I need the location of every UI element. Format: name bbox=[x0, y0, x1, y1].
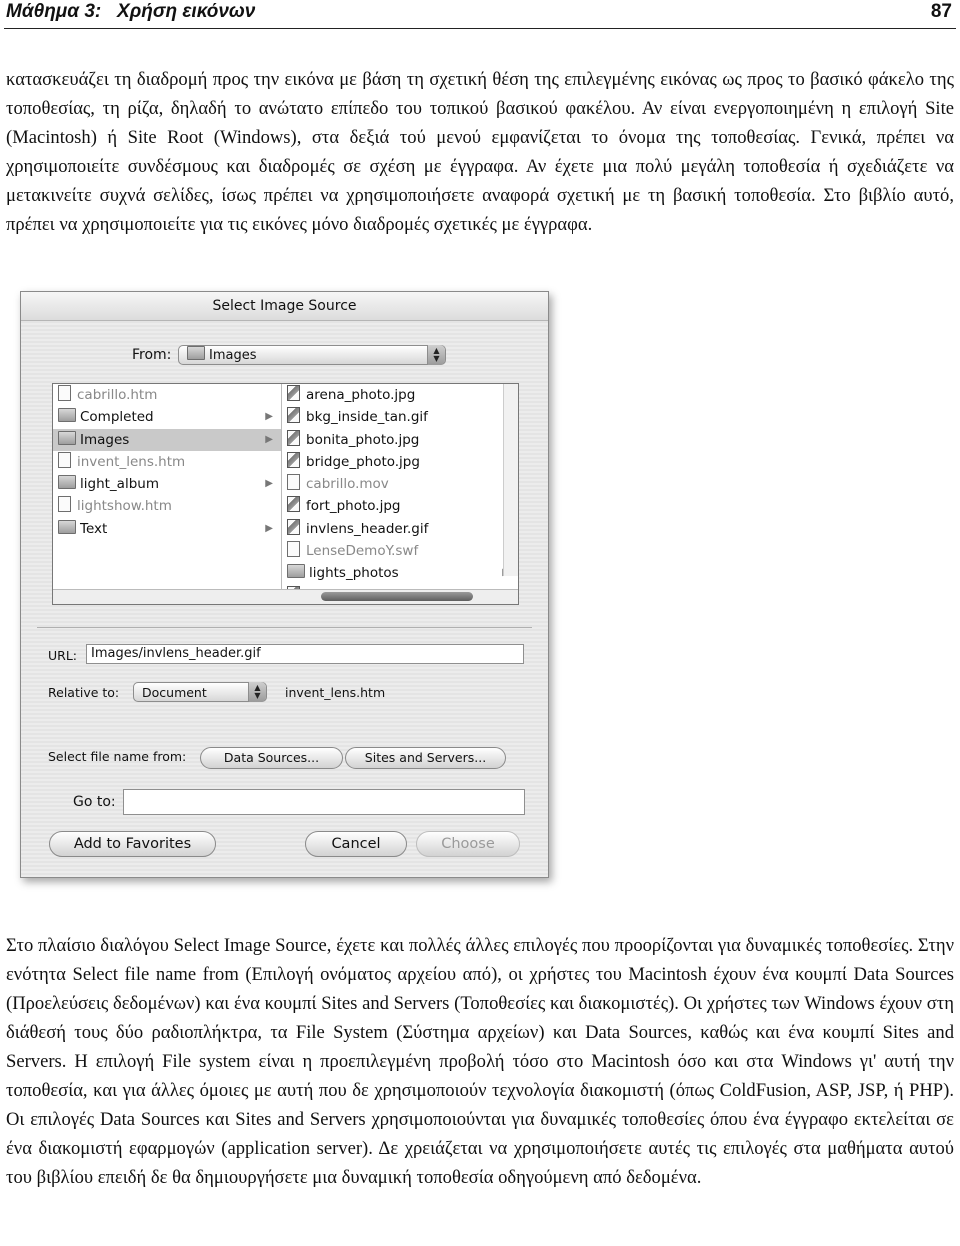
disclosure-arrow-icon: ▶ bbox=[265, 478, 273, 490]
item-label: Text bbox=[80, 520, 108, 537]
folder-icon bbox=[187, 346, 205, 360]
image-file-icon bbox=[287, 385, 300, 401]
list-item[interactable] bbox=[53, 384, 281, 406]
item-label: bkg_inside_tan.gif bbox=[306, 409, 428, 426]
list-item[interactable] bbox=[282, 540, 518, 562]
add-to-favorites-button[interactable]: Add to Favorites bbox=[49, 831, 216, 857]
image-file-icon bbox=[287, 430, 300, 446]
item-label: lightshow.htm bbox=[77, 498, 172, 515]
horizontal-scrollbar[interactable] bbox=[53, 589, 518, 604]
page-header bbox=[6, 0, 952, 24]
disclosure-arrow-icon: ▶ bbox=[265, 522, 273, 534]
sites-and-servers-button[interactable]: Sites and Servers... bbox=[345, 747, 506, 769]
popup-arrows-icon: ▲ ▼ bbox=[427, 345, 445, 365]
image-file-icon bbox=[287, 407, 300, 423]
folder-icon bbox=[58, 475, 76, 489]
document-icon bbox=[287, 541, 300, 557]
list-item[interactable] bbox=[282, 406, 518, 428]
item-label: bonita_photo.jpg bbox=[306, 431, 420, 448]
item-label: arena_photo.jpg bbox=[306, 387, 416, 403]
from-popup[interactable] bbox=[178, 345, 446, 365]
cancel-button[interactable]: Cancel bbox=[305, 831, 407, 857]
list-item[interactable] bbox=[282, 562, 518, 584]
folder-icon bbox=[58, 431, 76, 445]
dialog-title: Select Image Source bbox=[21, 292, 548, 321]
vertical-scrollbar[interactable] bbox=[503, 384, 518, 576]
image-file-icon bbox=[287, 452, 300, 468]
item-label: invent_lens.htm bbox=[77, 453, 186, 470]
select-file-name-from-label: Select file name from: bbox=[48, 749, 187, 764]
url-field[interactable]: Images/invlens_header.gif bbox=[86, 644, 524, 664]
from-value: Images bbox=[209, 348, 257, 363]
item-label: Images bbox=[80, 431, 130, 448]
choose-button[interactable]: Choose bbox=[416, 831, 520, 857]
go-to-label: Go to: bbox=[73, 794, 116, 810]
disclosure-arrow-icon: ▶ bbox=[265, 433, 273, 445]
item-label: light_album bbox=[80, 476, 159, 493]
item-label: cabrillo.htm bbox=[77, 387, 158, 403]
list-item[interactable] bbox=[53, 495, 281, 517]
list-item[interactable] bbox=[282, 518, 518, 540]
list-item[interactable] bbox=[282, 495, 518, 517]
relative-to-popup[interactable] bbox=[133, 682, 267, 702]
popup-arrows-icon: ▲ ▼ bbox=[248, 682, 266, 702]
from-label: From: bbox=[132, 347, 172, 363]
dialog-divider bbox=[37, 627, 532, 628]
folder-icon bbox=[58, 520, 76, 534]
disclosure-arrow-icon: ▶ bbox=[265, 411, 273, 423]
image-file-icon bbox=[287, 496, 300, 512]
folder-icon bbox=[58, 408, 76, 422]
folder-icon bbox=[287, 564, 305, 578]
scroll-thumb[interactable] bbox=[321, 592, 473, 601]
list-item[interactable] bbox=[53, 406, 281, 428]
select-image-source-dialog bbox=[20, 291, 549, 878]
intro-paragraph: κατασκευάζει τη διαδρομή προς την εικόνα με βάση τη σχετική θέση της επιλεγμένης εικόνας ως προς το βασικό φάκελο της τοποθεσίας, τη ρίζα, δηλαδή το ανώτατο επίπεδο του τοπικού βασικού φακέλου. Αν είναι ενεργοποιημένη η επιλογή Site (Macintosh) ή Site Root (Windows), στα δεξιά τού μενού εμφανίζεται το όνομα της τοποθεσίας. Γενικά, πρέπει να χρησιμοποιείτε συνδέσμους και διαδρομές σε σχέση με έγγραφα. Αν έχετε μια πολύ μεγάλη τοποθεσία ή σχεδιάζετε να μετακινείτε συχνά σελίδες, ίσως πρέπει να χρησιμοποιήσετε αναφορά σχετική με τη βασική τοποθεσία. Στο βιβλίο αυτό, πρέπει να χρησιμοποιείτε για τις εικόνες μόνο διαδρομές σχετικές με έγγραφα. bbox=[6, 69, 954, 235]
page-number: 87 bbox=[930, 1, 952, 22]
list-item[interactable] bbox=[53, 429, 281, 451]
list-item[interactable] bbox=[282, 384, 518, 406]
list-item[interactable] bbox=[282, 451, 518, 473]
list-item[interactable] bbox=[282, 429, 518, 451]
file-column bbox=[282, 384, 518, 590]
go-to-field[interactable] bbox=[123, 789, 525, 815]
header-rule bbox=[4, 28, 956, 29]
list-item[interactable] bbox=[53, 518, 281, 540]
item-label: invlens_header.gif bbox=[306, 520, 429, 537]
url-label: URL: bbox=[48, 648, 78, 663]
item-label: cabrillo.mov bbox=[306, 476, 389, 493]
list-item[interactable] bbox=[53, 451, 281, 473]
document-icon bbox=[287, 474, 300, 490]
relative-to-value: Document bbox=[142, 685, 207, 700]
document-icon bbox=[58, 452, 71, 468]
chapter-title: Μάθημα 3: Χρήση εικόνων bbox=[6, 1, 256, 22]
relative-file-name: invent_lens.htm bbox=[285, 685, 386, 700]
item-label: Completed bbox=[80, 409, 154, 426]
list-item[interactable] bbox=[282, 473, 518, 495]
document-icon bbox=[58, 385, 71, 401]
data-sources-button[interactable]: Data Sources... bbox=[200, 747, 343, 769]
folder-column bbox=[53, 384, 282, 590]
item-label: lights_photos bbox=[309, 565, 399, 582]
document-icon bbox=[58, 496, 71, 512]
item-label: fort_photo.jpg bbox=[306, 498, 401, 515]
relative-to-label: Relative to: bbox=[48, 685, 120, 700]
item-label: bridge_photo.jpg bbox=[306, 453, 420, 470]
item-label: LenseDemoY.swf bbox=[306, 543, 419, 560]
file-browser bbox=[52, 383, 519, 605]
body-paragraph: Στο πλαίσιο διαλόγου Select Image Source, έχετε και πολλές άλλες επιλογές που προορίζονται για δυναμικές τοποθεσίες. Στην ενότητα Select file name from (Επιλογή ονόματος αρχείου από), οι χρήστες του Macintosh έχουν ένα κουμπί Data Sources (Προελεύσεις δεδομένων) και ένα κουμπί Sites and Servers (Τοποθεσίες και διακομιστές). Οι χρήστες των Windows έχουν στη διάθεσή τους δύο ραδιοπλήκτρα, τα File System (Σύστημα αρχείων) και Data Sources, καθώς και ένα κουμπί Sites and Servers. Η επιλογή File system είναι η προεπιλεγμένη προβολή τόσο στο Macintosh όσο και στα Windows γι' αυτή την τοποθεσία, και για άλλες όμοιες με αυτή που δε χρησιμοποιούν τεχνολογία διακομιστή (όπως ColdFusion, ASP, JSP, ή PHP). Οι επιλογές Data Sources και Sites and Servers χρησιμοποιούνται για δυναμικές τοποθεσίες όπου ένα έγγραφο εκτελείται σε ένα διακομιστή εφαρμογών (application server). Δε χρειάζεται να χρησιμοποιήσετε αυτές τις επιλογές στα μαθήματα αυτού του βιβλίου επειδή δε θα δημιουργήσετε μια δυναμική τοποθεσία οδηγούμενη από δεδομένα. bbox=[6, 935, 954, 1188]
image-file-icon bbox=[287, 519, 300, 535]
list-item[interactable] bbox=[53, 473, 281, 495]
